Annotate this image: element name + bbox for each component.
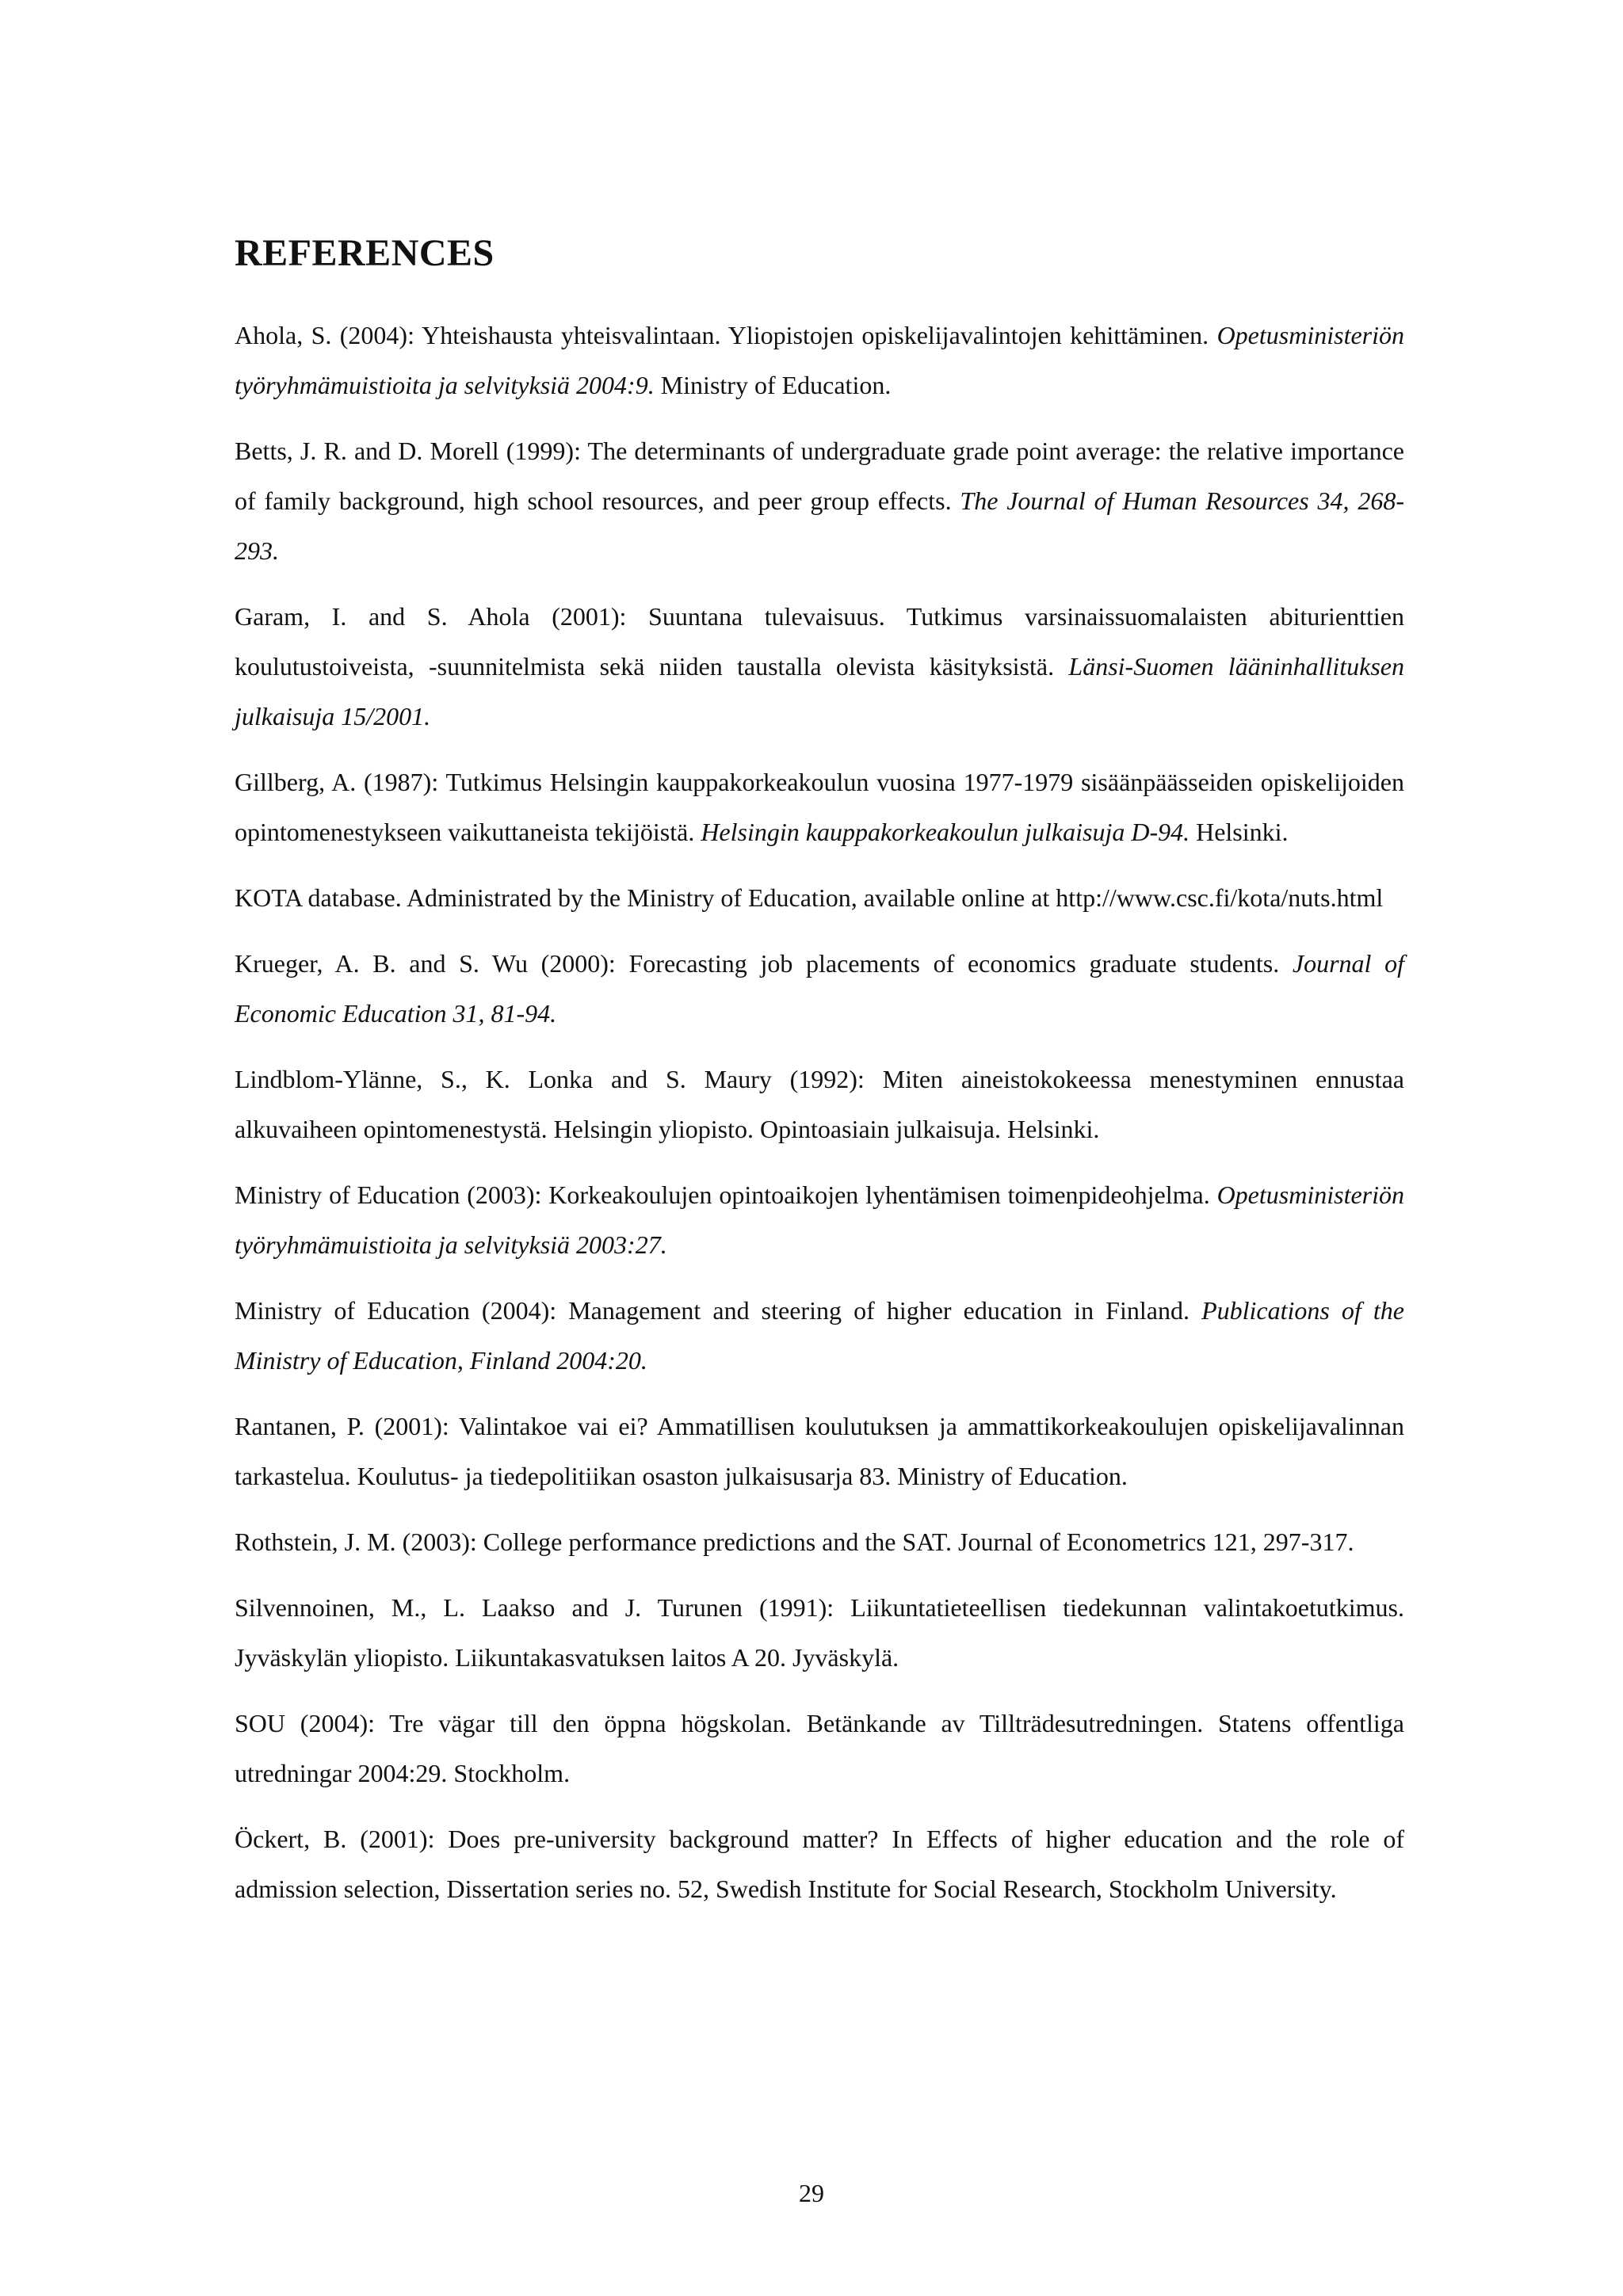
reference-text: Gillberg, A. (1987): Tutkimus Helsingin kauppakorkeakoulun vuosina 1977-1979 sisäänpäässeiden opiskelijoiden opintomenestykseen vaikuttaneista tekijöistä. bbox=[235, 768, 1404, 846]
reference-list bbox=[235, 311, 1404, 1914]
reference-entry bbox=[235, 1402, 1404, 1501]
reference-text: Garam, I. and S. Ahola (2001): Suuntana tulevaisuus. Tutkimus varsinaissuomalaisten abiturienttien koulutustoiveista, -suunnitelmista sekä niiden taustalla olevista käsityksistä. bbox=[235, 602, 1404, 681]
reference-entry bbox=[235, 311, 1404, 410]
reference-entry bbox=[235, 1699, 1404, 1798]
reference-source-title: The Journal of Human Resources 34, 268-293. bbox=[235, 486, 1405, 565]
reference-source-title: Journal of Economic Education 31, 81-94. bbox=[235, 949, 1405, 1028]
reference-entry bbox=[235, 1583, 1404, 1683]
document-page bbox=[235, 230, 1404, 1930]
references-heading: REFERENCES bbox=[235, 232, 495, 274]
reference-text: Ministry of Education. bbox=[654, 371, 892, 399]
reference-entry bbox=[235, 1814, 1404, 1914]
reference-entry bbox=[235, 873, 1404, 923]
reference-source-title: Opetusministeriön työryhmämuistioita ja selvityksiä 2003:27. bbox=[235, 1180, 1404, 1259]
reference-entry bbox=[235, 1055, 1404, 1154]
reference-source-title: Opetusministeriön työryhmämuistioita ja selvityksiä 2004:9. bbox=[235, 321, 1404, 399]
reference-text: Rothstein, J. M. (2003): College performance predictions and the SAT. Journal of Econometrics 121, 297-317. bbox=[235, 1527, 1354, 1556]
reference-entry bbox=[235, 426, 1404, 576]
reference-source-title: Publications of the Ministry of Education, Finland 2004:20. bbox=[235, 1296, 1405, 1375]
reference-entry bbox=[235, 1517, 1404, 1567]
reference-text: Ahola, S. (2004): Yhteishausta yhteisvalintaan. Yliopistojen opiskelijavalintojen kehittäminen. bbox=[235, 321, 1217, 349]
reference-text: KOTA database. Administrated by the Ministry of Education, available online at http://www.csc.fi/kota/nuts.html bbox=[235, 883, 1384, 912]
reference-text: Helsinki. bbox=[1190, 818, 1289, 846]
reference-source-title: Helsingin kauppakorkeakoulun julkaisuja D-94. bbox=[701, 818, 1190, 846]
reference-text: Betts, J. R. and D. Morell (1999): The determinants of undergraduate grade point average: the relative importance of family background, high school resources, and peer group effects. bbox=[235, 437, 1404, 515]
reference-entry bbox=[235, 1286, 1404, 1386]
reference-entry bbox=[235, 592, 1404, 742]
reference-text: Silvennoinen, M., L. Laakso and J. Turunen (1991): Liikuntatieteellisen tiedekunnan valintakoetutkimus. Jyväskylän yliopisto. Liikuntakasvatuksen laitos A 20. Jyväskylä. bbox=[235, 1593, 1404, 1672]
reference-text: SOU (2004): Tre vägar till den öppna högskolan. Betänkande av Tillträdesutredningen. Statens offentliga utredningar 2004:29. Stockholm. bbox=[235, 1709, 1404, 1787]
reference-text: Öckert, B. (2001): Does pre-university background matter? In Effects of higher education and the role of admission selection, Dissertation series no. 52, Swedish Institute for Social Research, Stockholm University. bbox=[235, 1825, 1404, 1903]
reference-entry bbox=[235, 939, 1404, 1039]
reference-text: Lindblom-Ylänne, S., K. Lonka and S. Maury (1992): Miten aineistokokeessa menestyminen ennustaa alkuvaiheen opintomenestystä. Helsingin yliopisto. Opintoasiain julkaisuja. Helsinki. bbox=[235, 1065, 1404, 1143]
reference-entry bbox=[235, 1170, 1404, 1270]
reference-text: Ministry of Education (2003): Korkeakoulujen opintoaikojen lyhentämisen toimenpideohjelma. bbox=[235, 1180, 1217, 1209]
reference-entry bbox=[235, 757, 1404, 857]
reference-text: Rantanen, P. (2001): Valintakoe vai ei? Ammatillisen koulutuksen ja ammattikorkeakoulujen opiskelijavalinnan tarkastelua. Koulutus- ja tiedepolitiikan osaston julkaisusarja 83. Ministry of Education. bbox=[235, 1412, 1404, 1490]
reference-source-title: Länsi-Suomen lääninhallituksen julkaisuja 15/2001. bbox=[235, 652, 1405, 730]
reference-text: Krueger, A. B. and S. Wu (2000): Forecasting job placements of economics graduate students. bbox=[235, 949, 1293, 978]
reference-text: Ministry of Education (2004): Management and steering of higher education in Finland. bbox=[235, 1296, 1202, 1325]
page-number: 29 bbox=[799, 2179, 824, 2207]
